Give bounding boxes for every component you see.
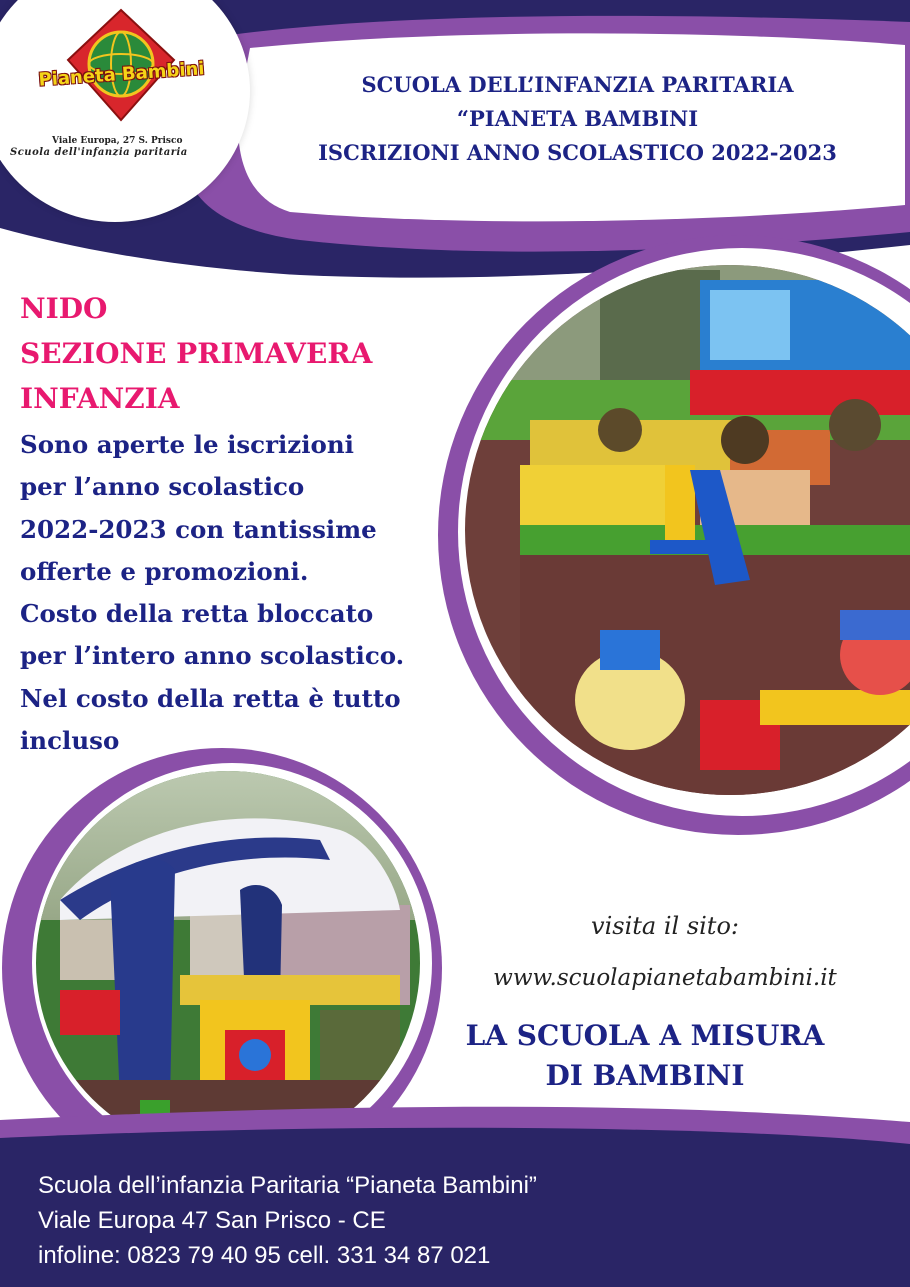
logo-subtitle: Scuola dell'infanzia paritaria: [10, 147, 188, 158]
body-line: Sono aperte le iscrizioni: [20, 430, 354, 459]
body-line: Costo della retta bloccato: [20, 599, 374, 629]
tagline: [420, 1016, 870, 1096]
logo: [10, 8, 229, 158]
enrollment-text: [20, 424, 520, 762]
footer-school-name: Scuola dell’infanzia Paritaria “Pianeta Bambini”: [38, 1172, 537, 1199]
body-line: per l’intero anno scolastico.: [20, 641, 405, 671]
visit-label: visita il sito:: [591, 912, 739, 940]
footer-phone[interactable]: infoline: 0823 79 40 95 cell. 331 34 87 021: [38, 1242, 491, 1269]
header-line-3: ISCRIZIONI ANNO SCOLASTICO 2022-2023: [318, 140, 837, 165]
header-title: [255, 68, 900, 170]
footer-address: Viale Europa 47 San Prisco - CE: [38, 1207, 386, 1234]
header-line-1: SCUOLA DELL’INFANZIA PARITARIA: [361, 72, 794, 97]
body-line: per l’anno scolastico: [20, 472, 305, 502]
logo-name: Pianeta Bambini: [37, 58, 206, 91]
header-line-2: “PIANETA BAMBINI: [456, 106, 699, 131]
footer-contact: [38, 1168, 878, 1273]
body-line: Nel costo della retta è tutto: [20, 683, 401, 713]
body-line: incluso: [20, 726, 120, 756]
tagline-line-1: LA SCUOLA A MISURA: [465, 1019, 825, 1052]
section-infanzia: INFANZIA: [20, 382, 180, 415]
section-list: [20, 286, 520, 421]
section-nido: NIDO: [20, 292, 108, 325]
website-link[interactable]: www.scuolapianetabambini.it: [493, 965, 837, 991]
body-line: 2022-2023 con tantissime: [20, 514, 377, 544]
body-line: offerte e promozioni.: [20, 556, 309, 586]
logo-address: Viale Europa, 27 S. Prisco: [52, 136, 183, 146]
section-primavera: SEZIONE PRIMAVERA: [20, 337, 373, 370]
tagline-line-2: DI BAMBINI: [545, 1059, 745, 1092]
visit-site: [440, 900, 890, 1004]
